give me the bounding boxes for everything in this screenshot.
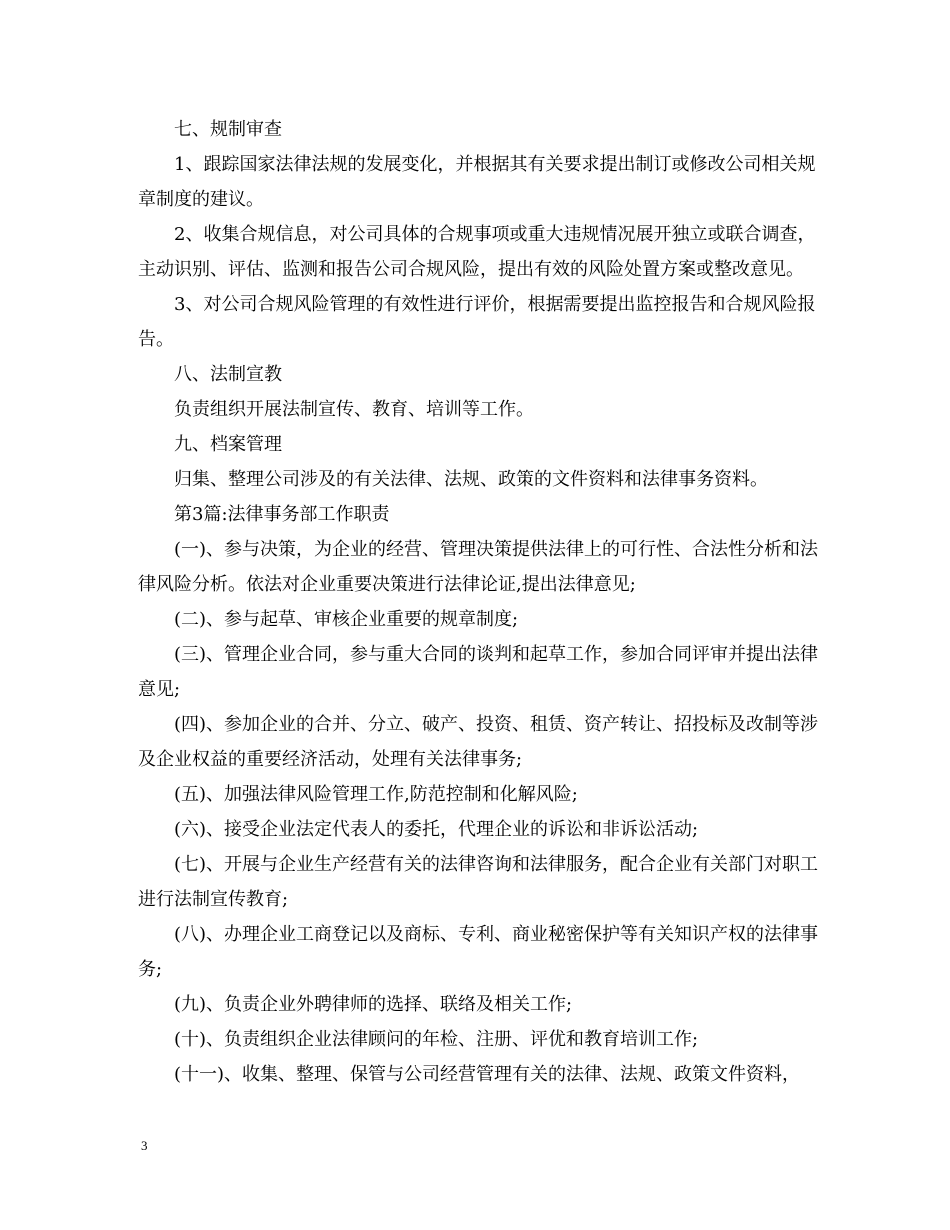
- duty-item-9: (九)、负责企业外聘律师的选择、联络及相关工作;: [174, 994, 573, 1015]
- section-heading-8: 八、法制宣教: [174, 364, 282, 385]
- section-heading-7: 七、规制审查: [174, 119, 282, 140]
- duty-item-2: (二)、参与起草、审核企业重要的规章制度;: [174, 609, 519, 630]
- paragraph-7-1: 1、跟踪国家法律法规的发展变化，并根据其有关要求提出制订或修改公司相关规章制度的建议。: [138, 154, 816, 210]
- duty-item-6: (六)、接受企业法定代表人的委托，代理企业的诉讼和非诉讼活动;: [174, 819, 699, 840]
- duty-item-5: (五)、加强法律风险管理工作,防范控制和化解风险;: [174, 784, 578, 805]
- paragraph-8: 负责组织开展法制宣传、教育、培训等工作。: [174, 399, 534, 420]
- duty-item-10: (十)、负责组织企业法律顾问的年检、注册、评优和教育培训工作;: [174, 1029, 699, 1050]
- document-body: [138, 112, 824, 1092]
- page-number: 3: [141, 1138, 148, 1153]
- duty-item-8: (八)、办理企业工商登记以及商标、专利、商业秘密保护等有关知识产权的法律事务;: [138, 924, 819, 980]
- chapter-heading-3: 第3篇:法律事务部工作职责: [174, 504, 390, 525]
- section-heading-9: 九、档案管理: [174, 434, 282, 455]
- duty-item-11: (十一)、收集、整理、保管与公司经营管理有关的法律、法规、政策文件资料，: [174, 1064, 801, 1085]
- duty-item-7: (七)、开展与企业生产经营有关的法律咨询和法律服务，配合企业有关部门对职工进行法制宣传教育;: [138, 854, 819, 910]
- paragraph-7-3: 3、对公司合规风险管理的有效性进行评价，根据需要提出监控报告和合规风险报告。: [138, 294, 816, 350]
- duty-item-3: (三)、管理企业合同，参与重大合同的谈判和起草工作，参加合同评审并提出法律意见;: [138, 644, 819, 700]
- duty-item-1: (一)、参与决策，为企业的经营、管理决策提供法律上的可行性、合法性分析和法律风险分析。依法对企业重要决策进行法律论证,提出法律意见;: [138, 539, 819, 595]
- paragraph-9: 归集、整理公司涉及的有关法律、法规、政策的文件资料和法律事务资料。: [174, 469, 768, 490]
- paragraph-7-2: 2、收集合规信息，对公司具体的合规事项或重大违规情况展开独立或联合调查，主动识别、评估、监测和报告公司合规风险，提出有效的风险处置方案或整改意见。: [138, 224, 816, 280]
- duty-item-4: (四)、参加企业的合并、分立、破产、投资、租赁、资产转让、招投标及改制等涉及企业权益的重要经济活动，处理有关法律事务;: [138, 714, 819, 770]
